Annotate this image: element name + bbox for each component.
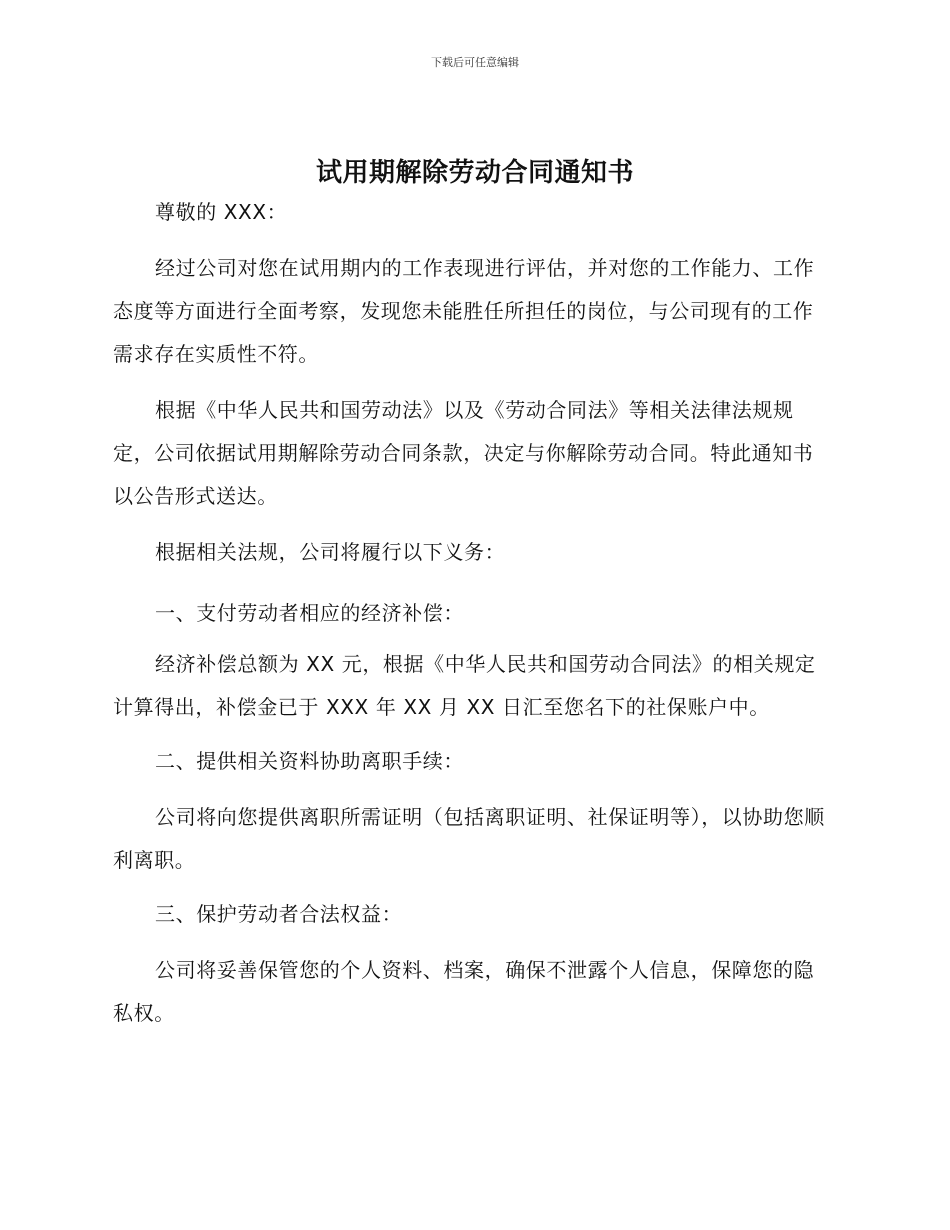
document-title: 试用期解除劳动合同通知书 (315, 158, 634, 188)
paragraph-compensation (113, 643, 833, 729)
paragraph-resignation-docs (113, 796, 833, 882)
paragraph-legal-basis (113, 389, 833, 518)
section-heading-compensation (113, 592, 833, 635)
section-heading-rights (113, 893, 833, 936)
paragraph-text: 根据《中华人民共和国劳动法》以及《劳动合同法》等相关法律法规规定，公司依据试用期解除劳动合同条款，决定与你解除劳动合同。特此通知书以公告形式送达。 (113, 398, 814, 508)
paragraph-text: 公司将向您提供离职所需证明（包括离职证明、社保证明等），以协助您顺利离职。 (113, 805, 825, 872)
paragraph-rights (113, 949, 833, 1035)
salutation (113, 191, 833, 234)
section-heading-text: 三、保护劳动者合法权益： (155, 902, 403, 926)
section-heading-text: 二、提供相关资料协助离职手续： (155, 749, 464, 773)
section-heading-text: 一、支付劳动者相应的经济补偿： (155, 601, 464, 625)
paragraph-text: 经济补偿总额为 XX 元，根据《中华人民共和国劳动合同法》的相关规定计算得出，补偿金已于 XXX 年 XX 月 XX 日汇至您名下的社保账户中。 (113, 652, 816, 719)
salutation-text: 尊敬的 XXX： (155, 200, 288, 224)
section-heading-resignation-docs (113, 740, 833, 783)
paragraph-text: 经过公司对您在试用期内的工作表现进行评估，并对您的工作能力、工作态度等方面进行全面考察，发现您未能胜任所担任的岗位，与公司现有的工作需求存在实质性不符。 (113, 256, 815, 366)
paragraph-obligations-intro (113, 531, 833, 574)
paragraph-evaluation (113, 247, 833, 376)
paragraph-text: 根据相关法规，公司将履行以下义务： (155, 540, 506, 564)
header-note: 下载后可任意编辑 (431, 56, 519, 69)
paragraph-text: 公司将妥善保管您的个人资料、档案，确保不泄露个人信息，保障您的隐私权。 (113, 958, 815, 1025)
